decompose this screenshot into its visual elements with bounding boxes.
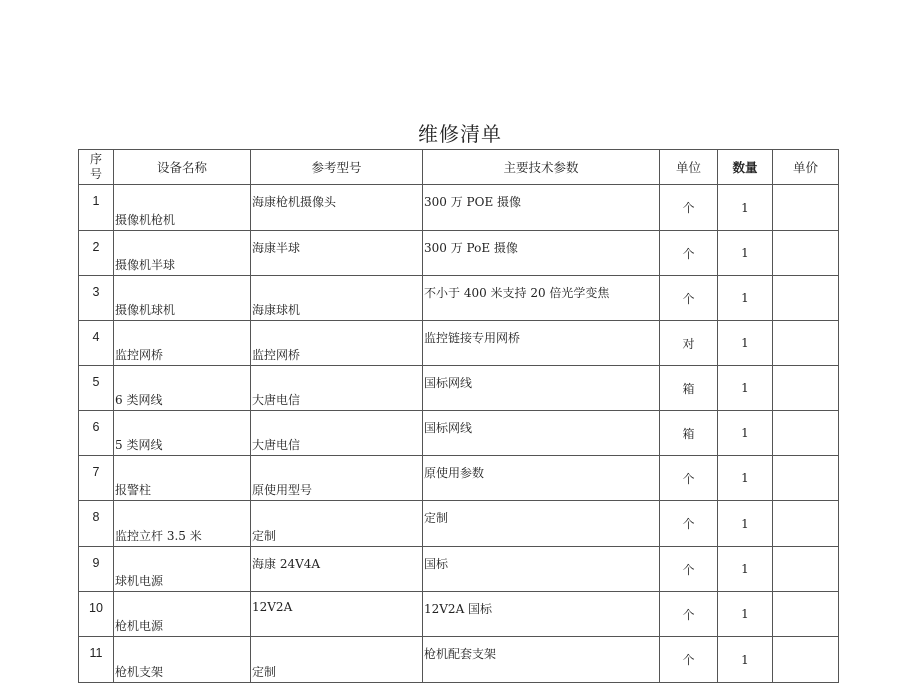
row-qty: 1 bbox=[718, 321, 773, 366]
row-tech-spec: 12V2A 国标 bbox=[423, 592, 660, 637]
row-ref-model: 海康半球 bbox=[251, 231, 423, 276]
row-ref-model: 海康球机 bbox=[251, 276, 423, 321]
row-ref-model: 原使用型号 bbox=[251, 456, 423, 501]
header-seq-text: 序 号 bbox=[89, 152, 102, 181]
row-ref-model: 大唐电信 bbox=[251, 411, 423, 456]
row-seq: 2 bbox=[79, 231, 114, 276]
row-seq: 5 bbox=[79, 366, 114, 411]
row-seq: 7 bbox=[79, 456, 114, 501]
row-unit: 对 bbox=[660, 321, 718, 366]
row-device-name: 6 类网线 bbox=[114, 366, 251, 411]
row-seq: 8 bbox=[79, 501, 114, 547]
row-tech-spec: 不小于 400 米支持 20 倍光学变焦 bbox=[423, 276, 660, 321]
row-price bbox=[773, 231, 839, 276]
row-seq: 3 bbox=[79, 276, 114, 321]
header-model: 参考型号 bbox=[251, 150, 423, 185]
table-row bbox=[79, 321, 839, 366]
row-unit: 个 bbox=[660, 456, 718, 501]
row-price bbox=[773, 411, 839, 456]
row-qty: 1 bbox=[718, 185, 773, 231]
row-qty: 1 bbox=[718, 411, 773, 456]
row-qty: 1 bbox=[718, 276, 773, 321]
row-qty: 1 bbox=[718, 231, 773, 276]
row-price bbox=[773, 547, 839, 592]
row-unit: 箱 bbox=[660, 411, 718, 456]
row-unit: 个 bbox=[660, 592, 718, 637]
row-unit: 个 bbox=[660, 185, 718, 231]
table-row bbox=[79, 231, 839, 276]
row-device-name: 监控网桥 bbox=[114, 321, 251, 366]
row-device-name: 摄像机球机 bbox=[114, 276, 251, 321]
row-seq: 9 bbox=[79, 547, 114, 592]
row-qty: 1 bbox=[718, 547, 773, 592]
row-device-name: 枪机电源 bbox=[114, 592, 251, 637]
row-unit: 个 bbox=[660, 547, 718, 592]
row-seq: 1 bbox=[79, 185, 114, 231]
table-row bbox=[79, 366, 839, 411]
row-seq: 6 bbox=[79, 411, 114, 456]
header-price: 单价 bbox=[773, 150, 839, 185]
header-name: 设备名称 bbox=[114, 150, 251, 185]
row-qty: 1 bbox=[718, 592, 773, 637]
row-price bbox=[773, 185, 839, 231]
row-price bbox=[773, 501, 839, 547]
table-row bbox=[79, 185, 839, 231]
table-row bbox=[79, 276, 839, 321]
row-qty: 1 bbox=[718, 637, 773, 683]
table-row bbox=[79, 456, 839, 501]
row-unit: 个 bbox=[660, 637, 718, 683]
table-row bbox=[79, 592, 839, 637]
row-tech-spec: 国标网线 bbox=[423, 366, 660, 411]
row-tech-spec: 国标 bbox=[423, 547, 660, 592]
row-tech-spec: 国标网线 bbox=[423, 411, 660, 456]
row-price bbox=[773, 276, 839, 321]
row-ref-model: 定制 bbox=[251, 501, 423, 547]
header-qty: 数量 bbox=[718, 150, 773, 185]
row-ref-model: 海康 24V4A bbox=[251, 547, 423, 592]
row-price bbox=[773, 592, 839, 637]
header-seq bbox=[79, 150, 114, 185]
row-tech-spec: 300 万 PoE 摄像 bbox=[423, 231, 660, 276]
row-tech-spec: 定制 bbox=[423, 501, 660, 547]
row-seq: 10 bbox=[79, 592, 114, 637]
header-spec: 主要技术参数 bbox=[423, 150, 660, 185]
row-price bbox=[773, 321, 839, 366]
table-row bbox=[79, 411, 839, 456]
repair-list-table bbox=[78, 149, 839, 683]
row-ref-model: 大唐电信 bbox=[251, 366, 423, 411]
row-tech-spec: 300 万 POE 摄像 bbox=[423, 185, 660, 231]
row-price bbox=[773, 637, 839, 683]
header-unit: 单位 bbox=[660, 150, 718, 185]
row-tech-spec: 原使用参数 bbox=[423, 456, 660, 501]
row-qty: 1 bbox=[718, 456, 773, 501]
table-row bbox=[79, 501, 839, 547]
row-ref-model: 监控网桥 bbox=[251, 321, 423, 366]
row-tech-spec: 枪机配套支架 bbox=[423, 637, 660, 683]
row-device-name: 监控立杆 3.5 米 bbox=[114, 501, 251, 547]
row-device-name: 5 类网线 bbox=[114, 411, 251, 456]
row-price bbox=[773, 456, 839, 501]
row-device-name: 枪机支架 bbox=[114, 637, 251, 683]
row-device-name: 摄像机半球 bbox=[114, 231, 251, 276]
row-qty: 1 bbox=[718, 501, 773, 547]
row-device-name: 摄像机枪机 bbox=[114, 185, 251, 231]
row-device-name: 球机电源 bbox=[114, 547, 251, 592]
row-unit: 箱 bbox=[660, 366, 718, 411]
row-seq: 11 bbox=[79, 637, 114, 683]
row-ref-model: 12V2A bbox=[251, 592, 423, 637]
row-ref-model: 海康枪机摄像头 bbox=[251, 185, 423, 231]
row-device-name: 报警柱 bbox=[114, 456, 251, 501]
row-unit: 个 bbox=[660, 501, 718, 547]
row-qty: 1 bbox=[718, 366, 773, 411]
row-price bbox=[773, 366, 839, 411]
row-unit: 个 bbox=[660, 276, 718, 321]
row-tech-spec: 监控链接专用网桥 bbox=[423, 321, 660, 366]
table-header-row bbox=[79, 150, 839, 185]
row-unit: 个 bbox=[660, 231, 718, 276]
row-seq: 4 bbox=[79, 321, 114, 366]
document-title: 维修清单 bbox=[418, 122, 502, 146]
row-ref-model: 定制 bbox=[251, 637, 423, 683]
table-row bbox=[79, 547, 839, 592]
table-row bbox=[79, 637, 839, 683]
